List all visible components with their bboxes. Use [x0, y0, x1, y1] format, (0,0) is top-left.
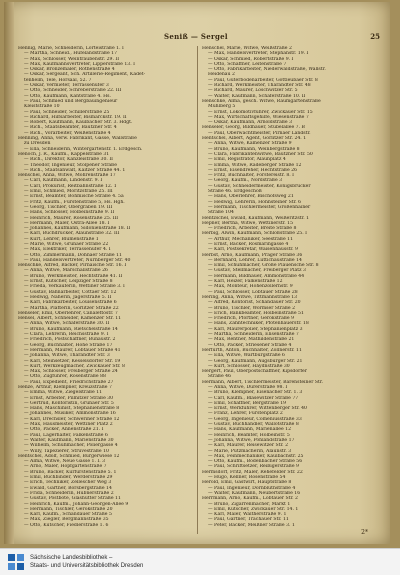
directory-entry: — Arthur, Mechaniker, Seestraße 11: [208, 236, 293, 242]
directory-entry: Herrmann, Arno, Kaufm., Löbtauer Str. 2: [202, 496, 298, 502]
directory-entry: — Walter, Kaufmann, Neubertstraße 16: [208, 490, 301, 496]
directory-entry: — Hermann, Maler, Ostra-Allee 18. I: [24, 220, 110, 226]
directory-entry: — Franz, Lehrer, Fürstenplatz 2: [208, 411, 283, 417]
directory-entry: — Oskar, Schmied, Robertstraße 9. I: [208, 56, 294, 62]
directory-entry: — Willy, Tapezierer, Struvestraße 10: [24, 448, 109, 454]
directory-entry: — Otto, Packer, Striesener Straße 4: [208, 342, 292, 348]
directory-entry: Hering, Anna, Witwe, Tittmannstraße 13: [202, 294, 298, 300]
directory-entry: — Otto, Zimmermann, Dohnaer Straße 11: [24, 252, 122, 258]
directory-entry: — Max, Ziegler, Bergmannstraße 35: [24, 517, 109, 523]
directory-entry: — Alfred, Kontorist, Schandauer Str. 20: [208, 300, 301, 306]
page-header: [4, 32, 390, 46]
directory-entry: Hentzschel, Ewald, Kaufmann, Weißeritzstr. 1: [202, 215, 310, 221]
directory-entry: — Max, Monteur, Hohenzollernstr. 9: [208, 284, 293, 290]
directory-entry: — Erich, Bankbeamter, Holbeinstraße 51: [208, 310, 304, 316]
directory-entry: — Otto, Zugführer, Rosenstraße 88: [24, 374, 106, 380]
directory-entry: — Anna, Witwe, Dürerstraße 98. I: [208, 385, 288, 390]
directory-entry: — Hans, Schlosser, Holbeinstraße 9. II: [24, 210, 115, 216]
directory-entry: — Oskar, Sergeant, Sch. Artillerie-Regiment, Kadet-: [24, 72, 146, 78]
directory-entry: Hergert, Paul, Oberpostschaffner, Kipsdorfer: [202, 369, 307, 375]
directory-entry: — Bruno, Kaufmann, Rietschelstraße 14: [24, 326, 118, 332]
directory-entry: — Paul, Güterbodenarbeiter, Gottleubaer Str. 8: [208, 77, 318, 83]
directory-column-left: [18, 46, 186, 528]
directory-entry: — Anna, Witwe, Kamenzer Straße 9: [208, 141, 292, 147]
directory-entry: — Emma, Witwe, Radeberger Straße 12: [208, 162, 302, 168]
directory-entry: — Gertrud, Kontoristin, Grunaer Str. 5: [24, 400, 114, 406]
directory-entry: — Frida, Schneiderin, Hübnerstraße 2: [24, 490, 114, 496]
directory-entry: — Max, Schlosser, Weintraubenstr. 29. II: [24, 56, 120, 62]
directory-entry: — Karl, Drechsler, Schweriner Straße 12: [24, 416, 120, 422]
directory-entry: — Bernhard, Lehrer, Lüttichaustraße 14: [208, 257, 302, 263]
directory-entry: Straße 46. Erdgeschoß: [208, 189, 262, 195]
directory-entry: — Emil, Kutscher, Zwickauer Str. 14. 1: [208, 506, 299, 512]
directory-entry: — Bruno, Werkmeister, Hechtstraße 41. II: [24, 273, 123, 279]
directory-entry: — Rich., Staatsanwalt, Kaitzer Straße 44. 1: [24, 167, 126, 173]
directory-entry: — Hermann, Bildhauer, Ammonstraße 44: [208, 273, 305, 279]
directory-entry: — Arno, Maler, Hopfgartenstraße 7: [24, 464, 107, 470]
directory-entry: — Karl, Maler, Waltherstraße 9. 1: [208, 512, 287, 518]
credit-line-1: Sächsische Landesbibliothek –: [30, 555, 113, 561]
directory-entry: — Rich., Direktor, Kanzleistraße 30. II: [24, 157, 113, 163]
directory-entry: — Walter, Kaufmann, Schäferstraße 10. II: [208, 93, 306, 99]
directory-entry: — Clara, Fabrikantenwitwe, Bautzner Str. 50: [208, 151, 313, 157]
directory-entry: — Otto, Schaffner, Leitenstraße 7: [208, 61, 287, 67]
credit-line-2: Staats- und Universitätsbibliothek Dresden: [30, 563, 144, 569]
directory-entry: Herfurth, Anton, Buchhalter, Zöllnerstr. 11: [202, 347, 302, 353]
directory-entry: — Hermann, Maurer, Löbtauer Straße 41: [24, 347, 121, 353]
directory-entry: — Otto, Kutscher, Fiedlerstraße 1. 6: [24, 522, 109, 528]
directory-entry: — Carl, Prokurist, Reitbahnstraße 12. 1: [24, 183, 117, 189]
directory-entry: Hensel, Albert, Schneider, Kamenzer Str. 11: [18, 316, 122, 322]
directory-entry: — Karl, Kaufm., Schandauer Straße 5: [24, 512, 112, 518]
running-head: Seniß — Sergel: [164, 32, 228, 41]
directory-entry: — Clara, Lehrerin, Reichsstraße 9. I: [24, 332, 109, 338]
directory-entry: — Ernst, Arbeiter, Pillnitzer Straße 30: [24, 395, 114, 401]
directory-entry: — Bruno, Kaufmann, Weinbergstraße 8: [208, 146, 300, 152]
directory-entry: — Oskar, Bronzemaler, Rothenstraße 4: [24, 67, 115, 73]
directory-entry: — Karl, Fabrikarbeiter, Louisenstraße 6: [24, 300, 117, 306]
directory-entry: zu Dresden: [24, 141, 51, 147]
directory-entry: — Hans, Maschinist, Stephanienstraße 8: [24, 406, 120, 412]
directory-entry: — Gustav, Stellmacher, Freiberger Platz 3: [208, 268, 306, 274]
directory-entry: — Georg, Kaufmann, Augsburger Str. 21: [208, 358, 303, 364]
directory-entry: — Johannes, Musiker, Ammonstraße 16: [24, 411, 116, 417]
directory-entry: — Max, Rentner, Mathildenstraße 21: [208, 337, 295, 343]
directory-entry: — Kurt, Werkzeugmacher, Zwickauer Str. 8: [24, 363, 125, 369]
directory-entry: — Walter, Kaufmann, Marienstraße 30: [24, 437, 114, 443]
directory-entry: — Ella, Witwe, Wartburgstraße 6: [208, 353, 285, 359]
directory-entry: — Rich., Staatsbeamter, Bautzner Str. 4: [24, 125, 117, 131]
directory-entry: Mühlberg 5: [208, 104, 236, 110]
directory-entry: — Kurt, Lehrer, Blumenstraße 1: [24, 236, 99, 242]
book-page: [4, 2, 390, 544]
directory-column-right: [202, 46, 370, 528]
directory-entry: — Georg, Kaufm., Nordstraße 3: [208, 178, 283, 184]
directory-entry: — Oskar, Vermieter, Terrassenufer 3: [24, 83, 109, 89]
directory-entry: Straße 104: [208, 210, 234, 216]
directory-entry: — Hedwig, Lehrerin, Hohnsteiner Str. 6: [208, 199, 302, 205]
directory-entry: — Hans, Kaufmann, Marienallee 12: [208, 427, 292, 433]
directory-entry: — Max, Elektriker, Terrassenufer 4. I: [24, 247, 111, 253]
directory-entry: Henning, Anna, verw. Fabrikant, Gasse, Wallstraße: [18, 136, 137, 142]
directory-entry: — Oskar, Kaufmann, Arnoldstraße 3: [208, 120, 293, 126]
directory-entry: Henoch, J. R., Kaufm., Kappelstraße 31: [18, 151, 110, 157]
directory-entry: Hentschel, Albert, Agent, Görlitzer Str. 24. 1: [202, 136, 307, 142]
directory-entry: — Richard, Werkmeister, Tharandter Str. 48: [208, 83, 311, 89]
directory-entry: — Otto, Kaufm., Bodenbacher Straße 56: [208, 459, 303, 465]
directory-entry: — Georg, Tischler, Obergraben 19. III: [24, 204, 113, 210]
signature-mark: 2*: [361, 529, 368, 536]
directory-entry: — Otto, Fabrikarbeiter, Niederwaldstraße, Wallstr.: [208, 67, 326, 73]
directory-entry: — Max, Handelsvertreter, Stephanstr. 19. I: [208, 51, 309, 57]
directory-entry: — Ernst, Beamter, Böhmische Straße 4. 5a: [24, 194, 124, 200]
directory-entry: — Carl, Kaufm., Blasewitzer Straße 77: [208, 395, 299, 401]
directory-entry: Hermann, Albert, Tischlermeister, Bärensteiner Str.: [202, 379, 323, 385]
directory-entry: — Bruno, Zigarrenmacher, Markt 1: [208, 501, 291, 507]
directory-entry: — Paul, Expedient, Friedrichstraße 27: [24, 379, 114, 385]
directory-entry: Henschke, Alfred, Bäcker, Pirnaische Str. 16. I: [18, 263, 127, 269]
directory-entry: — Gustav, Postbote, Glashütter Straße 11: [24, 496, 121, 502]
directory-entry: — Erich, Techniker, Zellescher Weg 3: [24, 480, 112, 486]
directory-entry: — Paul, Lagerhalter, Falkenstraße 6: [24, 432, 108, 438]
directory-entry: — Johannes, Kaufmann, Sidonienstraße 18. II: [24, 226, 131, 232]
library-credit[interactable]: [30, 554, 143, 570]
directory-entry: — Max, Kaufmannsvertreter, Lipperstraße 13. I: [24, 61, 135, 67]
directory-entry: — Heinrich, Maurer, Rosenstraße 25. III: [24, 215, 119, 221]
directory-entry: — Ernst, Lokomotivführer, Zwickauer Str. 15: [208, 109, 313, 115]
slub-logo-icon: [8, 554, 24, 570]
directory-entry: — Friedrich, Pförtner, Gerokstraße 9: [208, 316, 295, 322]
directory-entry: — Emil, Schmied, Moritzstraße 25. III: [24, 189, 113, 195]
directory-entry: — Paul, Schlosser, Löbtauer Straße 28: [208, 289, 298, 295]
directory-entry: — Carl, Kaufmann, Lindenstr. 9. I: [24, 178, 103, 184]
directory-entry: — Hermann, Tischler, Gerokstraße 20: [24, 506, 113, 512]
directory-entry: — Alma, Witwe, Neue Gasse 1. I. 3: [24, 459, 106, 465]
directory-entry: — Ernst, Werkführer, Wittenberger Str. 40: [208, 406, 307, 412]
column-divider: [197, 46, 198, 534]
directory-entry: — Johanna, Witwe, Pohlandstraße 17: [208, 437, 295, 443]
directory-entry: — Fritz, Kaufm., Fürstenstraße 5, Hs. Hgh.: [24, 199, 125, 205]
directory-entry: Herbig, Alwin, Kaufmann, Schloßstraße 25. I: [202, 231, 307, 237]
directory-entry: — Karl, Maurer, Reisewitzer Str. 2: [208, 443, 289, 449]
directory-entry: — Max, Wirtschaftsgehilfe, Wiesenstraße 7: [208, 114, 309, 120]
directory-entry: Hepner, Bertha, Witwe, Wettinerstr. 15: [202, 220, 293, 226]
directory-entry: — Bruno, Tischler, Wormser Straße 2: [208, 305, 296, 311]
directory-entry: — Heinrich, Beamter, Holbeinstr. 5: [208, 432, 290, 438]
directory-entry: Hentschel, Adolf, Schmied, Bürgerwiese 12: [18, 453, 120, 459]
directory-entry: Heidenau 2: [208, 72, 235, 78]
directory-entry: — Gustav, Schneidermeister, Königsbrücker: [208, 183, 311, 189]
directory-entry: — Heinrich, Kaufm., Johann-Georgen-Allee 9: [24, 501, 129, 507]
directory-entry: — Anna, Witwe, Schäferstraße 30. II: [24, 321, 110, 327]
directory-entry: — Ewald, Gärtner, Borsbergstraße 14: [24, 485, 112, 491]
directory-entry: — Marie, Witwe, Grunaer Straße 22: [24, 241, 109, 247]
directory-entry: Henschel, Marie, Witwe, Weißstraße 2: [202, 46, 292, 51]
directory-entry: — Ernst, Bäcker, Rosmaringasse 4: [208, 241, 289, 247]
library-credit-bar: [0, 548, 400, 575]
directory-entry: — Wilhelm, Schuhmacher, Poliergasse 4: [24, 443, 118, 449]
directory-entry: — Emil, Buchbinder, Werderstraße 29: [24, 475, 113, 481]
directory-entry: — Georg, Ingenieur, Comeniusstraße 33: [208, 416, 302, 422]
directory-entry: Herold, Emil, Gastwirt, Hauptstraße 8: [202, 480, 292, 486]
directory-entry: — Ella, Schneiderin, Wintergartenstr. 1. Erdgesch.: [24, 146, 143, 152]
directory-entry: — Paul, Handelsvertreter, Nürnberger Str. 40: [24, 257, 131, 263]
directory-entry: — Karl, Maurerpolier, Stephanienplatz 3: [208, 326, 303, 332]
directory-entry: — Max, Feinmechaniker, Kaulbachstr. 25: [208, 453, 304, 459]
page-number: 25: [370, 32, 380, 41]
directory-entry: — Karl, Heizer, Falkenstraße 12: [208, 279, 283, 285]
directory-entry: — Paul, Ingenieur, Dornblüthstraße 4: [208, 485, 296, 491]
directory-entry: — Richard, Maurer, Loschwitzer Str. 5: [208, 88, 298, 94]
directory-entry: — Karl, Postsekretär, Waisenhausstr. 9: [208, 247, 298, 253]
directory-entry: — Anna, Witwe, Marschallstraße 26: [24, 268, 108, 274]
directory-entry: Hermsdorf, Fritz, Maler, Rehefelder Str. 22: [202, 469, 303, 475]
directory-entry: — Otto, Kaufmann, Kantstraße 4. Hs.: [24, 93, 111, 99]
directory-entry: — Ernst, Kutscher, Leipziger Straße 8: [24, 279, 113, 285]
page-gutter: [4, 2, 14, 544]
directory-entry: — Martha, Plätterin, Görlitzer Straße 22: [24, 305, 119, 311]
directory-entry: — Karl, Buchdrucker, Alaunstraße 32. III: [24, 231, 120, 237]
directory-entry: — Emma, Witwe, Ziegelstraße 11: [24, 390, 103, 396]
directory-entry: — Paul, Gärtner, Trachauer Str. 11: [208, 517, 289, 523]
directory-entry: — Emil, Schuhmacher, Große Plauensche Str. 8: [208, 263, 319, 269]
directory-entry: — Hugo, Kellner, Rosenstraße 54: [208, 475, 286, 481]
directory-entry: — Emil, Schaffner, Bergstraße 19: [208, 400, 287, 406]
directory-entry: — Richard, Hilfsarbeiter, Bismarckstr. 19. II: [24, 114, 127, 120]
directory-entry: — Max, Schlosser, Freiberger Straße 24: [24, 369, 118, 375]
directory-entry: — Bruno, Klempner, Eisenacher Str. 1. 3: [208, 390, 303, 396]
directory-entry: — Friedrich, Postschaffner, Bünaustr. 2: [24, 337, 116, 343]
directory-entry: — Paul, Oberwachtmeister, Pirnaer Landstr.: [208, 130, 311, 136]
directory-entry: — Emil, Registrator, Alaunplatz 4: [208, 157, 286, 163]
directory-entry: — Robert, Kaufmann, Kaulbacher Str. 3. Hdgt.: [24, 120, 133, 126]
directory-entry: — Rich., Vorarbeiter, Weißenstraße 4: [24, 130, 111, 136]
directory-entry: — Hermann, Tischlermeister, Großenhainer: [208, 204, 311, 210]
directory-entry: — Martha, Schneid., Hufelandstraße 17: [24, 51, 118, 57]
directory-entry: — Fritz, Buchhalter, Förstereistr. 8. I: [208, 173, 294, 179]
directory-entry: — Otto, Schneider, Schreberstraße 22. III: [24, 88, 122, 94]
directory-entry: — Marie, Putzmacherin, Alaunstr. 3: [208, 448, 292, 454]
directory-entry: — Paul, Schneider, Schillerstraße 25: [24, 109, 110, 115]
directory-entry: tenheim, Tele, Hörsaal, 52. 7: [24, 77, 92, 83]
directory-entry: Kleiststraße 10: [24, 104, 60, 110]
directory-entry: — Paul, Schriftsetzer, Reißigerstraße 9: [208, 464, 299, 470]
directory-entry: — Ernst, Eisendreher, Hechtstraße 26: [208, 167, 298, 173]
directory-entry: — Karl, Steinsetzer, Kesselsdorfer Str. 19: [24, 358, 121, 364]
directory-entry: Henseler, Emil, Oberlehrer, Canalettostr. 7: [18, 310, 118, 316]
directory-entry: — Paul, Schmied und Bergbauingenieur: [24, 98, 118, 104]
directory-entry: Henseler, Georg, Bildhauer, Stübelallee 7. B: [202, 125, 305, 131]
directory-entry: — Martha, Schneiderin, Elisenstraße 7: [208, 332, 299, 338]
directory-entry: — Kurt, Schlosser, Haydnstraße 30: [208, 363, 290, 369]
directory-entry: — Gustav, Bahnarbeiter, Cottaer Str. 12: [24, 289, 117, 295]
directory-entry: Herbst, Arno, Kaufmann, Prager Straße 36: [202, 252, 303, 258]
directory-entry: — Gustav, Buchhändler, Wallotstraße 8: [208, 422, 299, 428]
directory-entry: — Friedrich, Arbeiter, Breite Straße 8: [208, 226, 297, 232]
directory-entry: — Hedwig, Näherin, Jägerstraße 5. II: [24, 294, 112, 300]
directory-entry: — Frieda, Verkäuferin, Wettiner Straße 3. I: [24, 284, 125, 290]
directory-entry: Henschke, Alma, gesch. Witwe, Raumgartenstraße: [202, 98, 321, 104]
directory-entry: Hennig, Marie, Schneiderin, Lorteistraße 1. I: [18, 46, 124, 51]
directory-entry: — Max, Hausmeister, Wettiner Platz 2: [24, 422, 113, 428]
directory-entry: — Bruno, Bäcker, Kurfürstenstraße 5. 1: [24, 469, 117, 475]
directory-entry: — Georg, Buchhalter, Hohe Straße 17: [24, 342, 113, 348]
directory-entry: — Hans, Zahntechniker, Pfotenhauerstr. 18: [208, 321, 309, 327]
directory-entry: Straße 46: [208, 374, 232, 380]
directory-entry: Henschel, Anna, Witwe, Mohrenstraße 17: [18, 173, 116, 179]
directory-entry: — Johanna, Witwe, Tharandter Str. 3: [24, 353, 110, 359]
directory-entry: Henze, Arthur, Klempner, Kreuzstraße 7: [18, 385, 112, 390]
directory-entry: — Hans, Oberlehrer, Bischofsweg 21: [208, 194, 294, 200]
directory-entry: — Peter, Bäcker, Meißner Straße 3. 1: [208, 522, 295, 528]
directory-entry: — Theodor, Ingenieur, Stolpener Straße: [24, 162, 117, 168]
directory-entry: — Otto, Packer, Annenstraße 21. I: [24, 427, 104, 433]
